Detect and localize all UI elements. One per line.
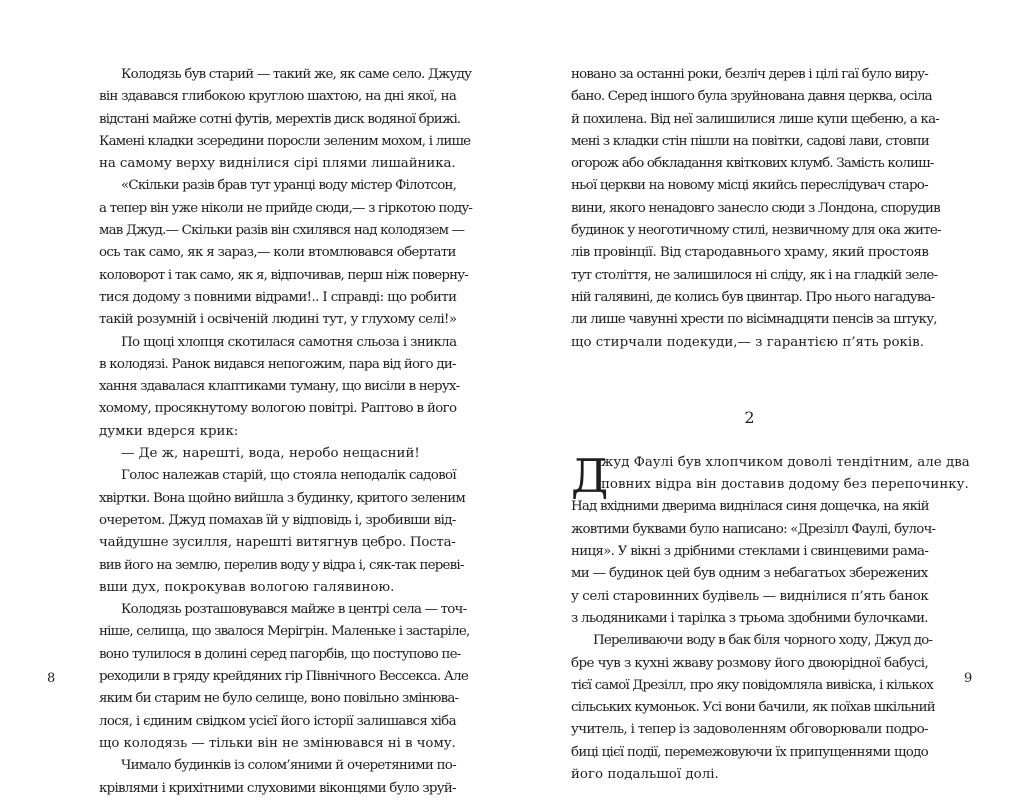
text-line: ніше, селища, що звалося Мерігрін. Маленьке і застаріле, [99, 624, 470, 640]
left-page-number: 8 [47, 671, 56, 686]
text-line: хвіртки. Вона щойно вийшла з будинку, критого зеленим [99, 490, 466, 506]
right-page [512, 0, 1024, 783]
text-line: мені з кладки стін пішли на повітки, садові лави, стовпи [571, 133, 929, 149]
text-line: жовтими буквами було написано: «Дрезілл Фаулі, булоч- [571, 521, 936, 537]
drop-cap-line: повних відра він доставив додому без перепочинку. [601, 477, 969, 493]
text-line: з льодяниками і тарілка з трьома здобними булочками. [571, 610, 928, 626]
text-line: воно тулилося в долині серед пагорбів, що поступово пе- [99, 646, 461, 662]
text-line: тися додому з повними відрами!.. І справді: що робити [99, 289, 457, 305]
text-line: ли лише чавунні хрести по вісімнадцяти пенсів за штуку, [571, 312, 937, 328]
text-line: думки вдерся крик: [99, 423, 239, 439]
text-line: хання здавалася клаптиками туману, що висіли в нерух- [99, 379, 460, 395]
text-line: ось так само, як я зараз,— коли втомлювався обертати [99, 245, 456, 261]
text-line: чайдушне зусилля, нарешті витягнув цебро. Поста- [99, 535, 456, 551]
text-line: у селі старовинних будівель — виднілися п’ять банок [571, 588, 929, 604]
text-line: Камені кладки зсередини поросли зеленим мохом, і лише [99, 133, 471, 149]
text-line: що колодязь — тільки він не змінювався ні в чому. [99, 735, 456, 751]
text-line: лів провінції. Від стародавнього храму, який простояв [571, 245, 929, 261]
text-line: сільських кумоньок. Усі вони бачили, як поїхав шкільний [571, 700, 935, 716]
text-line: — Де ж, нарешті, вода, неробо нещасний! [121, 446, 420, 462]
text-line: вши дух, покрокував вологою галявиною. [99, 579, 395, 595]
text-line: ній галявині, де колись був цвинтар. Про нього нагадува- [571, 289, 935, 305]
text-line: його подальшої долі. [571, 767, 719, 783]
text-line: яким би старим не було селище, воно повільно змінюва- [99, 691, 459, 707]
text-line: лося, і єдиним свідком усієї його історії залишався хіба [99, 713, 456, 729]
text-line: ниця». У вікні з дрібними стеклами і свинцевими рама- [571, 544, 929, 560]
text-line: крівлями і крихітними слуховими віконцями було зруй- [99, 780, 456, 796]
text-line: відстані майже сотні футів, мерехтів диск водяної брижі. [99, 111, 461, 127]
text-line: тут століття, не залишилося ні сліду, як і на гладкій зеле- [571, 267, 938, 283]
text-line: й похилена. Від неї залишилися лише купи щебеню, а ка- [571, 111, 940, 127]
text-line: Переливаючи воду в бак біля чорного ходу, Джуд до- [593, 633, 933, 649]
text-line: він здавався глибокою круглою шахтою, на дні якої, на [99, 89, 457, 105]
text-line: коловорот і так само, як я, відпочивав, перш ніж поверну- [99, 267, 469, 283]
text-line: По щоці хлопця скотилася самотня сльоза і зникла [121, 334, 457, 350]
text-line: хомому, просякнутому вологою повітрі. Раптово в його [99, 401, 457, 417]
chapter-opening [571, 448, 970, 503]
drop-cap-line: жуд Фаулі був хлопчиком доволі тендітним, але два [601, 454, 970, 470]
text-line: Над вхідними дверима виднілася синя дощечка, на якій [571, 499, 929, 515]
text-line: на самому верху виднілися сірі плями лишайника. [99, 156, 456, 172]
text-line: Колодязь розташовувався майже в центрі села — точ- [121, 602, 467, 618]
text-line: бано. Серед іншого була зруйнована давня церква, осіла [571, 89, 932, 105]
text-line: огорож або обкладання квіткових клумб. Замість колиш- [571, 156, 934, 172]
text-line: вив його на землю, перелив воду у відра і, сяк-так переві- [99, 557, 464, 573]
text-line: такій розумній і освіченій людині тут, у глухому селі!» [99, 312, 457, 328]
chapter-number: 2 [744, 407, 755, 427]
text-line: ми — будинок цей був одним з небагатьох збережених [571, 566, 928, 582]
text-line: новано за останні роки, безліч дерев і цілі гаї було виру- [571, 67, 928, 82]
text-line: реходили в гряду крейдяних гір Північного Вессекса. Але [99, 669, 468, 685]
text-line: Чимало будинків із солом’яними й очеретяними по- [121, 758, 456, 774]
text-line: мав Джуд.— Скільки разів він схилявся над колодязем — [99, 223, 465, 239]
text-line: в колодязі. Ранок видався непогожим, пара від його ди- [99, 356, 456, 372]
text-line: а тепер він уже ніколи не прийде сюди,— з гіркотою поду- [99, 200, 473, 216]
text-line: очеретом. Джуд помахав їй у відповідь і, зробивши від- [99, 512, 456, 528]
text-line: тієї самої Дрезілл, про яку повідомляла вивіска, і кількох [571, 677, 933, 693]
text-line: що стирчали подекуди,— з гарантією п’ять років. [571, 334, 924, 350]
chapter-1-ending [571, 64, 941, 354]
text-line: вини, якого ненадовго занесло сюди з Лондона, спорудив [571, 200, 940, 216]
right-text-column [571, 64, 970, 786]
drop-cap: Д [571, 448, 609, 503]
left-text-column [99, 64, 473, 800]
text-line: ньої церкви на новому місці якийсь переслідувач старо- [571, 178, 928, 194]
text-line: Колодязь був старий — такий же, як саме село. Джуду [121, 67, 472, 82]
text-line: «Скільки разів брав тут уранці воду містер Філотсон, [121, 178, 457, 194]
chapter-2-text [571, 496, 936, 786]
chapter-gap [571, 354, 928, 398]
right-page-number: 9 [964, 671, 973, 686]
text-line: биці цієї події, перемежовуючи їх припущеннями щодо [571, 744, 928, 760]
text-line: будинок у неоготичному стилі, незвичному для ока жите- [571, 223, 941, 239]
text-line: Голос належав старій, що стояла неподалік садової [121, 468, 456, 484]
text-line: бре чув з кухні жваву розмову його двоюрідної бабусі, [571, 655, 929, 671]
text-line: учитель, і тепер із задоволенням обговорювали подро- [571, 722, 928, 738]
left-page [0, 0, 512, 796]
